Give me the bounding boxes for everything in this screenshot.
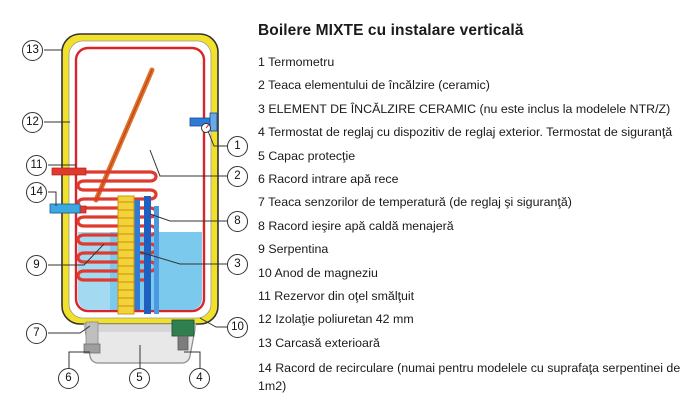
sensor-sheath-mid bbox=[134, 200, 140, 310]
legend-item-12: 12 Izolaţie poliuretan 42 mm bbox=[258, 312, 414, 327]
legend-item-1: 1 Termometru bbox=[258, 55, 335, 69]
callout-8[interactable]: 8 bbox=[227, 211, 248, 232]
callout-1[interactable]: 1 bbox=[227, 136, 248, 157]
callout-9[interactable]: 9 bbox=[26, 255, 47, 276]
coil-inlet-stub bbox=[52, 168, 86, 175]
callout-13[interactable]: 13 bbox=[22, 40, 43, 61]
legend-item-14: 14 Racord de recirculare (numai pentru modelele cu suprafaţa serpentinei de 1m2) bbox=[258, 361, 681, 394]
legend-list bbox=[258, 56, 690, 396]
recirculation-connector bbox=[50, 204, 80, 213]
callout-14[interactable]: 14 bbox=[26, 182, 47, 203]
legend-item-4: 4 Termostat de reglaj cu dispozitiv de reglaj exterior. Termostat de siguranţă bbox=[258, 125, 673, 140]
callout-2[interactable]: 2 bbox=[227, 166, 248, 187]
legend-item-11: 11 Rezervor din oţel smălţuit bbox=[258, 289, 415, 304]
boiler-cutaway-diagram bbox=[0, 0, 260, 407]
legend-item-2: 2 Teaca elementului de încălzire (ceramic) bbox=[258, 78, 490, 93]
legend-item-13: 13 Carcasă exterioară bbox=[258, 335, 380, 350]
ceramic-heating-element bbox=[118, 196, 134, 314]
callout-6[interactable]: 6 bbox=[58, 368, 79, 389]
legend-item-8: 8 Racord ieşire apă caldă menajeră bbox=[258, 218, 454, 233]
callout-5[interactable]: 5 bbox=[129, 368, 150, 389]
legend-item-5: 5 Capac protecţie bbox=[258, 148, 356, 163]
callout-4[interactable]: 4 bbox=[189, 368, 210, 389]
callout-12[interactable]: 12 bbox=[22, 112, 43, 133]
callout-11[interactable]: 11 bbox=[26, 155, 47, 176]
legend-item-3: 3 ELEMENT DE ÎNCĂLZIRE CERAMIC (nu este inclus la modelele NTR/Z) bbox=[258, 101, 671, 116]
dip-tube-2 bbox=[154, 206, 159, 314]
thermostat-stem bbox=[178, 336, 188, 350]
legend-panel bbox=[258, 22, 690, 407]
hot-water-outlet-flange bbox=[210, 113, 217, 131]
callout-7[interactable]: 7 bbox=[26, 323, 47, 344]
legend-item-10: 10 Anod de magneziu bbox=[258, 265, 378, 280]
callout-10[interactable]: 10 bbox=[227, 317, 248, 338]
legend-item-9: 9 Serpentina bbox=[258, 242, 329, 257]
legend-item-6: 6 Racord intrare apă rece bbox=[258, 172, 399, 187]
callout-3[interactable]: 3 bbox=[227, 254, 248, 275]
legend-item-7: 7 Teaca senzorilor de temperatură (de reglaj şi siguranţă) bbox=[258, 195, 572, 210]
thermostat-housing bbox=[172, 320, 194, 336]
page-title: Boilere MIXTE cu instalare verticală bbox=[258, 22, 524, 39]
